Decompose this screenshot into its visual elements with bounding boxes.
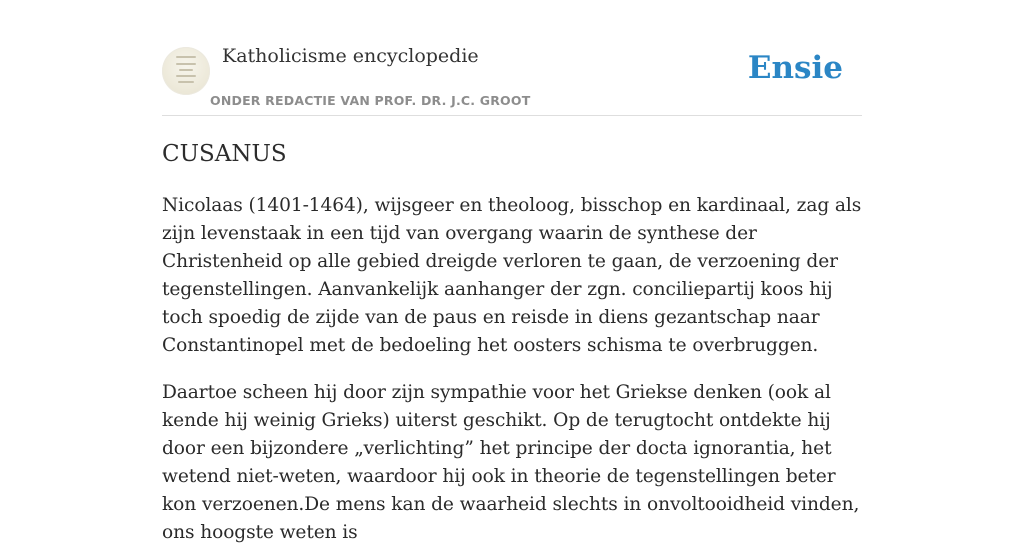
article-paragraph: Nicolaas (1401-1464), wijsgeer en theoloog, bisschop en kardinaal, zag als zijn levenstaak in een tijd van overgang waarin de synthese der Christenheid op alle gebied dreigde verloren te gaan, de verzoening der tegenstellingen. Aanvankelijk aanhanger der zgn. conciliepartij koos hij toch spoedig de zijde van de paus en reisde in diens gezantschap naar Constantinopel met de bedoeling het oosters schisma te overbruggen.: [162, 195, 862, 356]
entry-title: CUSANUS: [162, 141, 287, 167]
page: [162, 0, 862, 543]
book-cover-icon[interactable]: [162, 47, 210, 95]
site-header: [162, 0, 862, 116]
brand-logo[interactable]: Ensie: [747, 50, 843, 86]
editor-credit: ONDER REDACTIE VAN PROF. DR. J.C. GROOT: [210, 93, 531, 108]
book-title[interactable]: Katholicisme encyclopedie: [222, 45, 479, 67]
article-paragraph: Daartoe scheen hij door zijn sympathie voor het Griekse denken (ook al kende hij weinig Grieks) uiterst geschikt. Op de terugtocht ontdekte hij door een bijzondere „verlichting” het principe der docta ignorantia, het wetend niet-weten, waardoor hij ook in theorie de tegenstellingen beter kon verzoenen.De mens kan de waarheid slechts in onvoltooidheid vinden, ons hoogste weten is: [162, 382, 860, 543]
